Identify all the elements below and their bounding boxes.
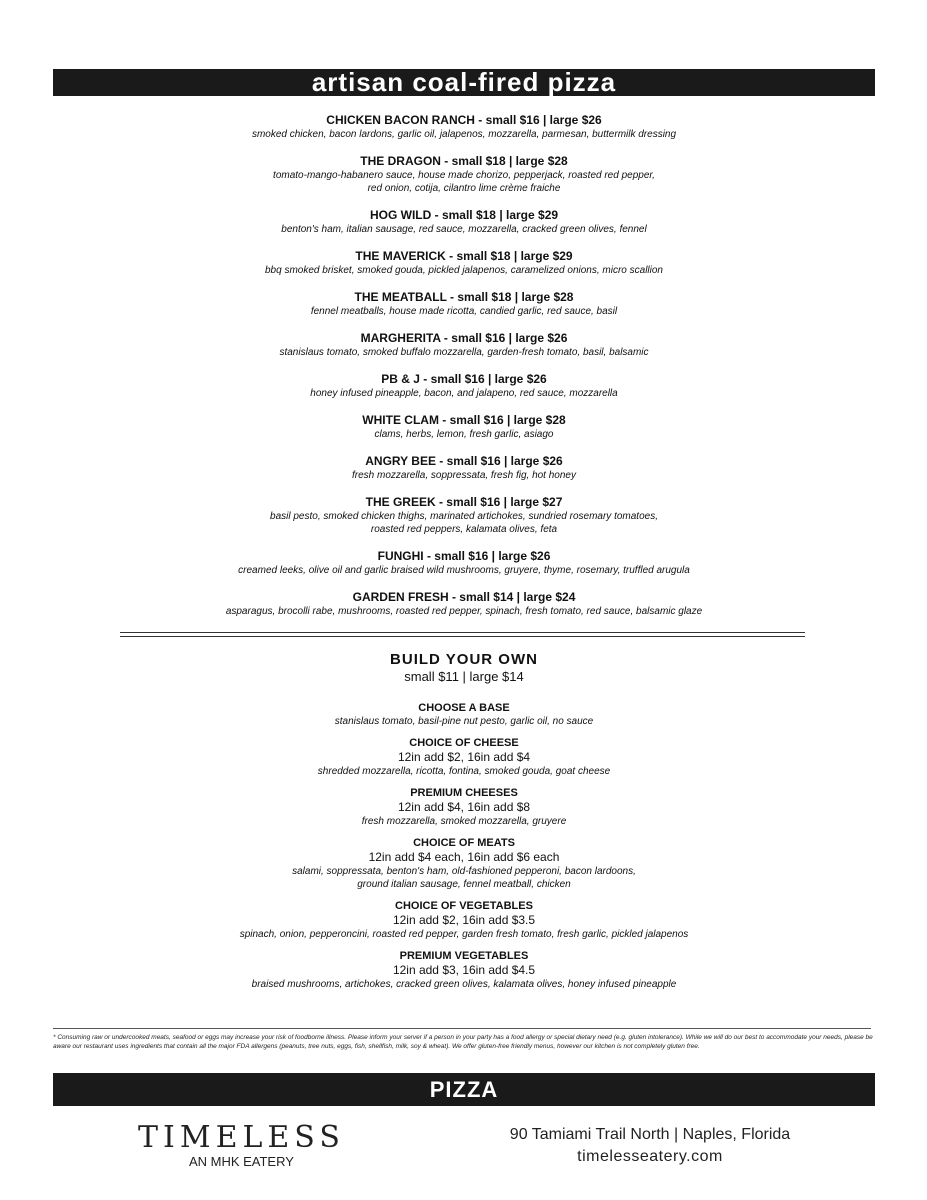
byo-price: small $11 | large $14 (404, 669, 524, 684)
pizza-name-price: MARGHERITA - small $16 | large $26 (360, 331, 568, 345)
byo-option (53, 949, 875, 991)
byo-option (53, 736, 875, 778)
byo-title: BUILD YOUR OWN (390, 651, 538, 668)
byo-option-title: CHOOSE A BASE (418, 702, 510, 714)
restaurant-logo (138, 1122, 345, 1170)
pizza-name-price: WHITE CLAM - small $16 | large $28 (362, 413, 566, 427)
pizza-item (53, 208, 875, 236)
footer-banner-label: PIZZA (429, 1077, 499, 1102)
pizza-description: benton's ham, italian sausage, red sauce, mozzarella, cracked green olives, fennel (281, 224, 647, 235)
byo-option-price: 12in add $2, 16in add $3.5 (392, 913, 536, 927)
byo-option-price: 12in add $2, 16in add $4 (397, 750, 531, 764)
pizza-item (53, 495, 875, 536)
byo-option-items: salami, soppressata, benton's ham, old-fashioned pepperoni, bacon lardoons, (292, 866, 636, 877)
byo-option-items: stanislaus tomato, basil-pine nut pesto, garlic oil, no sauce (334, 716, 594, 727)
pizza-description: creamed leeks, olive oil and garlic braised wild mushrooms, gruyere, thyme, rosemary, truffled arugula (238, 565, 690, 576)
street-address: 90 Tamiami Trail North | Naples, Florida (509, 1126, 791, 1143)
byo-option-items: spinach, onion, pepperoncini, roasted red pepper, garden fresh tomato, fresh garlic, pickled jalapenos (239, 929, 689, 940)
pizza-item (53, 249, 875, 277)
pizza-description: clams, herbs, lemon, fresh garlic, asiago (374, 429, 554, 440)
byo-option-price: 12in add $4, 16in add $8 (397, 800, 531, 814)
byo-options (53, 701, 875, 991)
allergen-disclaimer: * Consuming raw or undercooked meats, seafood or eggs may increase your risk of foodborne illness. Please inform your server if a person in your party has a food allergy or special dietary need (e.g. gluten intolerance). While we will do our best to accommodate your needs, please be aware our restaurant uses ingredients that contain all the major FDA allergens (peanuts, tree nuts, eggs, fish, shellfish, milk, soy & wheat). We offer gluten-free friendly menus, however our kitchen is not completely gluten free. (53, 1034, 873, 1050)
logo-wordmark: TIMELESS (138, 1120, 345, 1155)
section-title-banner (53, 69, 875, 96)
pizza-name-price: CHICKEN BACON RANCH - small $16 | large $26 (326, 113, 602, 127)
pizza-description: tomato-mango-habanero sauce, house made chorizo, pepperjack, roasted red pepper, (273, 170, 655, 181)
divider (53, 1028, 871, 1029)
pizza-description: roasted red peppers, kalamata olives, feta (370, 524, 558, 535)
restaurant-address (500, 1124, 800, 1168)
byo-option-price: 12in add $4 each, 16in add $6 each (368, 850, 560, 864)
pizza-description: basil pesto, smoked chicken thighs, marinated artichokes, sundried rosemary tomatoes, (270, 511, 658, 522)
byo-option-title: CHOICE OF VEGETABLES (395, 900, 533, 912)
byo-option (53, 786, 875, 828)
pizza-item (53, 113, 875, 141)
byo-option-price: 12in add $3, 16in add $4.5 (392, 963, 536, 977)
pizza-item (53, 454, 875, 482)
byo-option-items: fresh mozzarella, smoked mozzarella, gruyere (361, 816, 567, 827)
divider (120, 632, 805, 633)
pizza-name-price: PB & J - small $16 | large $26 (381, 372, 547, 386)
pizza-name-price: THE MAVERICK - small $18 | large $29 (355, 249, 573, 263)
pizza-name-price: THE GREEK - small $16 | large $27 (365, 495, 563, 509)
pizza-item (53, 331, 875, 359)
pizza-description: honey infused pineapple, bacon, and jalapeno, red sauce, mozzarella (310, 388, 618, 399)
byo-option-items: shredded mozzarella, ricotta, fontina, smoked gouda, goat cheese (317, 766, 611, 777)
pizza-name-price: THE MEATBALL - small $18 | large $28 (354, 290, 574, 304)
byo-option-title: PREMIUM VEGETABLES (399, 950, 529, 962)
byo-option-items: braised mushrooms, artichokes, cracked green olives, kalamata olives, honey infused pineapple (251, 979, 677, 990)
byo-option (53, 701, 875, 728)
pizza-item (53, 290, 875, 318)
pizza-list (53, 113, 875, 631)
byo-option (53, 836, 875, 891)
pizza-description: fresh mozzarella, soppressata, fresh fig, hot honey (351, 470, 576, 481)
pizza-name-price: ANGRY BEE - small $16 | large $26 (365, 454, 563, 468)
byo-option-items: ground italian sausage, fennel meatball, chicken (357, 879, 571, 890)
pizza-description: bbq smoked brisket, smoked gouda, pickled jalapenos, caramelized onions, micro scallion (265, 265, 663, 276)
section-title: artisan coal-fired pizza (311, 67, 617, 97)
pizza-item (53, 549, 875, 577)
pizza-description: asparagus, brocolli rabe, mushrooms, roasted red pepper, spinach, fresh tomato, red sauce, balsamic glaze (225, 606, 703, 617)
divider (120, 636, 805, 637)
footer-banner (53, 1073, 875, 1106)
byo-option-title: PREMIUM CHEESES (410, 787, 518, 799)
pizza-description: stanislaus tomato, smoked buffalo mozzarella, garden-fresh tomato, basil, balsamic (279, 347, 649, 358)
pizza-name-price: FUNGHI - small $16 | large $26 (377, 549, 551, 563)
byo-option-title: CHOICE OF MEATS (413, 837, 515, 849)
pizza-item (53, 590, 875, 618)
pizza-item (53, 154, 875, 195)
byo-option (53, 899, 875, 941)
build-your-own-section (53, 651, 875, 999)
logo-tagline: AN MHK EATERY (188, 1154, 294, 1169)
byo-option-title: CHOICE OF CHEESE (409, 737, 519, 749)
pizza-item (53, 372, 875, 400)
pizza-item (53, 413, 875, 441)
website-link[interactable]: timelesseatery.com (577, 1148, 723, 1165)
pizza-description: fennel meatballs, house made ricotta, candied garlic, red sauce, basil (310, 306, 618, 317)
pizza-name-price: THE DRAGON - small $18 | large $28 (360, 154, 568, 168)
pizza-name-price: HOG WILD - small $18 | large $29 (369, 208, 559, 222)
pizza-description: red onion, cotija, cilantro lime crème fraiche (367, 183, 561, 194)
pizza-description: smoked chicken, bacon lardons, garlic oil, jalapenos, mozzarella, parmesan, buttermilk dressing (251, 129, 677, 140)
pizza-name-price: GARDEN FRESH - small $14 | large $24 (352, 590, 576, 604)
